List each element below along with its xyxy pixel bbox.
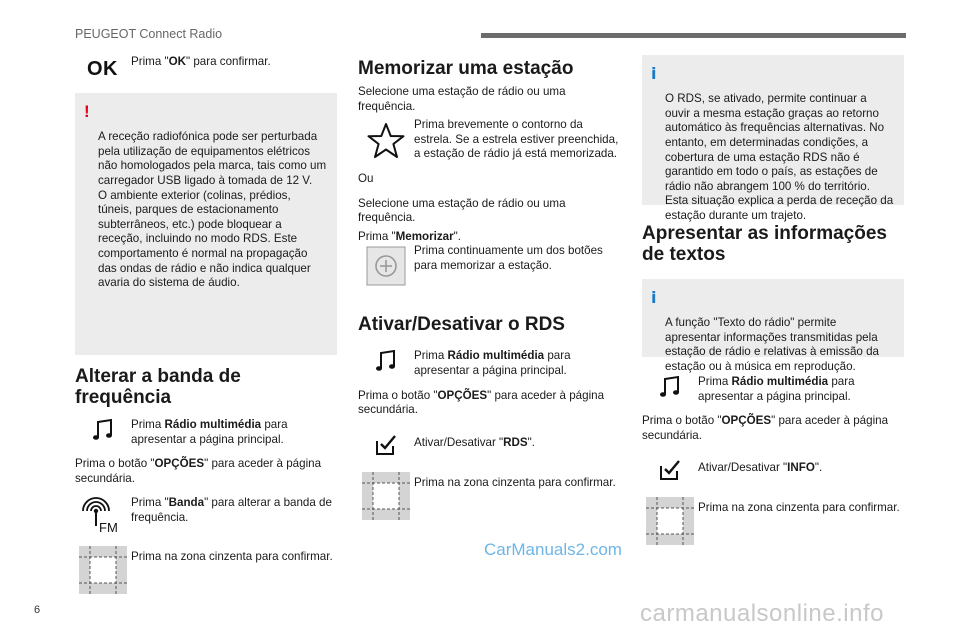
warning-icon: ! (84, 102, 90, 121)
running-header: PEUGEOT Connect Radio (75, 27, 223, 41)
column-3 (642, 55, 904, 545)
plus-button-icon (358, 244, 413, 286)
svg-text:FM: FM (98, 520, 118, 536)
info-icon: i (651, 64, 657, 83)
checkbox-icon (642, 457, 697, 483)
step-radio-multimedia: Prima Rádio multimédia para apresentar a página principal. (75, 418, 337, 447)
step-band: FM Prima "Banda" para alterar a banda de frequência. (75, 496, 337, 536)
footer-site-watermark: carmanualsonline.info (640, 600, 884, 627)
step-rds-toggle: Ativar/Desativar "RDS". (358, 432, 620, 458)
info-note-rds: i O RDS, se ativado, permite continuar a ouvir a mesma estação graças ao retorno automático às frequências alternativas. No entanto, em determinadas condições, a cobertura de uma estação RDS não é garantido em todo o país, as estações de rádio não abrangem 100 % do território. Esta situação explica a perda de receção da estação durante um trajeto. (642, 55, 904, 205)
section-title-text-info: Apresentar as informações de textos (642, 223, 887, 265)
watermark-link[interactable]: CarManuals2.com (484, 540, 622, 559)
music-note-icon (358, 349, 413, 373)
grey-zone-icon (642, 497, 697, 545)
checkbox-icon (358, 432, 413, 458)
grey-zone-icon (358, 472, 413, 520)
page-number: 6 (34, 604, 41, 616)
step-grey-zone: Prima na zona cinzenta para confirmar. (642, 497, 904, 545)
step-options: Prima o botão "OPÇÕES" para aceder à página secundária. (642, 414, 889, 442)
step-star: Prima brevemente o contorno da estrela. Se a estrela estiver preenchida, a estação de rádio já está memorizada. (358, 118, 620, 162)
step-radio-multimedia: Prima Rádio multimédia para apresentar a página principal. (358, 349, 620, 378)
ok-step: OK Prima "OK" para confirmar. (75, 55, 337, 79)
warning-note: ! A receção radiofónica pode ser perturbada pela utilização de equipamentos elétricos não homologados pela marca, tais como um carregador USB ligado à tomada de 12 V. O ambiente exterior (colinas, prédios, túneis, parques de estacionamento subterrâneos, etc.) pode bloquear a receção, incluindo no modo RDS. Este comportamento é normal na propagação das ondas de rádio e não indica qualquer avaria do sistema de áudio. (75, 93, 337, 355)
step-info-toggle: Ativar/Desativar "INFO". (642, 457, 904, 483)
music-note-icon (75, 418, 130, 442)
section-title-frequency-band: Alterar a banda de frequência (75, 366, 241, 408)
step-options: Prima o botão "OPÇÕES" para aceder à página secundária. (75, 457, 322, 485)
column-2: Memorizar uma estação Selecione uma estação de rádio ou uma frequência. Prima brevemente o contorno da estrela. Se a estrela estiver preenchida, a estação de rádio já está memorizada. Ou Selecione uma estação de rádio ou uma frequência. Prima "Memorizar". Prima continuamente um dos botões para memorizar a estação. Ativar/Desativar o RDS Prima Rádio multimédia para apresentar a página principal. Prima o botão "OPÇÕES" para aceder à página secundária. Ativar/Desativar "RDS". Prima na zona cinzenta para confirmar. (358, 55, 620, 520)
column-1 (75, 55, 337, 594)
info-icon: i (651, 288, 657, 307)
step-plus: Prima continuamente um dos botões para memorizar a estação. (358, 244, 620, 286)
section-title-memorize: Memorizar uma estação (358, 58, 574, 79)
step-grey-zone: Prima na zona cinzenta para confirmar. (75, 546, 337, 594)
music-note-icon (642, 375, 697, 399)
step-radio-multimedia: Prima Rádio multimédia para apresentar a página principal. (642, 375, 904, 404)
star-icon (358, 118, 413, 160)
header-rule (481, 33, 906, 38)
fm-radio-icon (75, 496, 130, 536)
step-options: Prima o botão "OPÇÕES" para aceder à página secundária. (358, 388, 605, 417)
step-grey-zone: Prima na zona cinzenta para confirmar. (358, 472, 620, 520)
info-note-radio-text: i A função "Texto do rádio" permite apresentar informações transmitidas pela estação de rádio e relativas à emissão da estação ou à música em reprodução. (642, 279, 904, 357)
ok-icon: OK (87, 58, 118, 80)
section-title-rds: Ativar/Desativar o RDS (358, 314, 565, 336)
grey-zone-icon (75, 546, 130, 594)
